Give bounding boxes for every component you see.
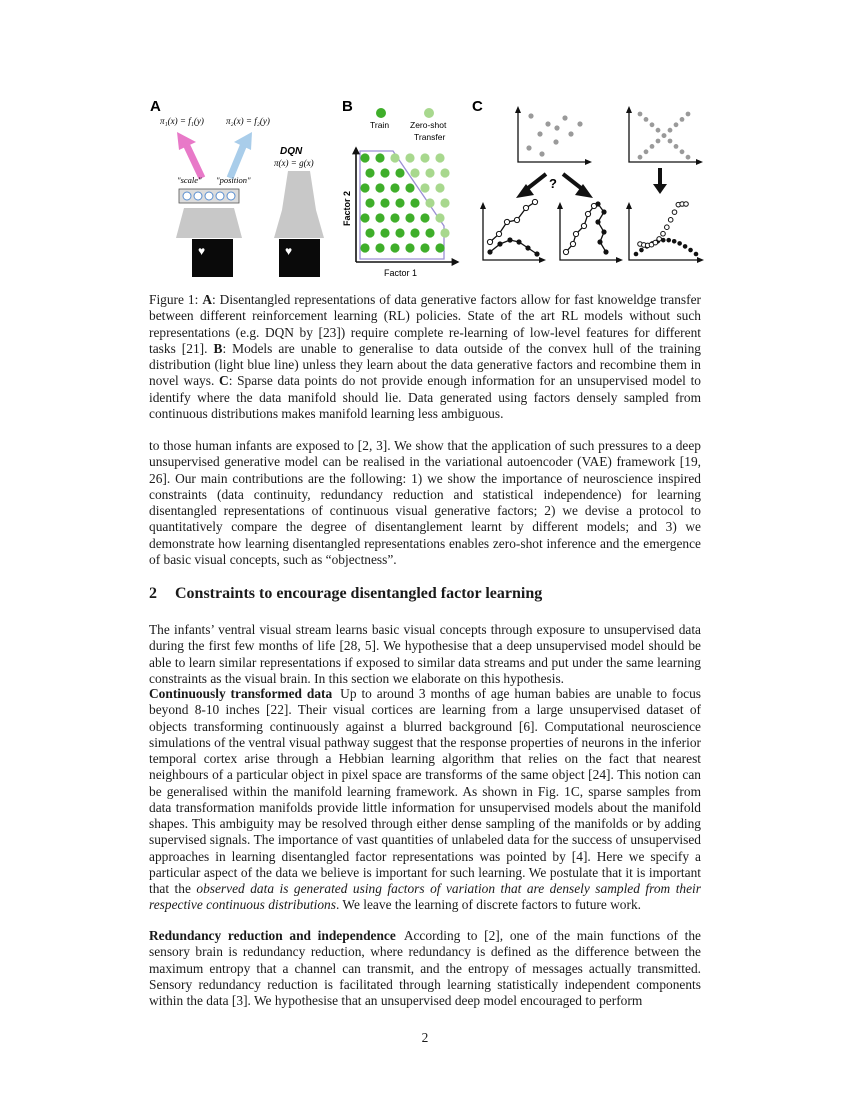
filled-point [601,209,606,214]
zero-shot-point [435,153,444,162]
section-heading [149,585,701,603]
train-point [375,243,384,252]
zero-shot-point [440,228,449,237]
dense-point [680,149,685,154]
dense-point [686,155,691,160]
filled-point [595,201,600,206]
dqn-label: DQN [280,146,303,157]
train-point [390,213,399,222]
ambiguous-arrows [516,174,593,198]
legend-zero-shot-label-1: Zero-shot [410,120,447,130]
filled-point [507,237,512,242]
sparse-point [553,139,558,144]
dense-filled-point [634,252,639,257]
panel-a-label: A [150,98,161,115]
redundancy-heading: Redundancy reduction and independence [149,928,396,943]
train-point [380,228,389,237]
open-point [504,219,509,224]
train-point [405,243,414,252]
dense-point [686,112,691,117]
dense-open-point [684,202,689,207]
dense-point [644,117,649,122]
zero-shot-point [435,183,444,192]
dense-point [680,117,685,122]
dense-open-point [653,240,658,245]
section-intro-paragraph: The infants’ ventral visual stream learns basic visual concepts through exposure to unsupervised data during the first few months of life [28, 5]. We hypothesise that a deep unsupervised model should be able to learn similar representations if exposed to similar data streams and put under the same learning constraints as the visual brain. In this section we elaborate on this hypothesis. [149,622,701,686]
latent-units [179,189,239,203]
dense-point [662,133,667,138]
sparse-point [562,115,567,120]
filled-point [534,251,539,256]
dense-open-point [668,218,673,223]
filled-point [487,249,492,254]
open-point [563,249,568,254]
panel-b [342,98,458,278]
train-point [395,168,404,177]
intro-paragraph: to those human infants are exposed to [2, 3]. We show that the application of such pressures to a deep unsupervised generative model can be realised in the variational autoencoder (VAE) framework [19, 26]. Our main contributions are the following: 1) we show the importance of neuroscience inspired constraints (data continuity, redundancy reduction and statistical independence) for learning disentangled representations of continuous visual generative factors; 2) we devise a protocol to quantitatively compare the degree of disentanglement learnt by different models; and 3) we demonstrate how learning disentangled representations enables zero-shot inference and the emergence of basic visual concepts, such as “objectness”. [149,438,701,567]
panel-c [472,98,704,263]
caption-c-text: : Sparse data points do not provide enough information for an unsupervised model to identify where the data manifold should lie. Data generated using factors densely sampled from continuous distributions makes manifold learning less ambiguous. [149,373,701,421]
open-point [514,217,519,222]
open-point [532,199,537,204]
dense-filled-point [683,244,688,249]
dense-filled-point [666,238,671,243]
caption-b-text: : Models are unable to generalise to data outside of the convex hull of the training distribution (light blue line) unless they learn about the data generative factors and recombine them in novel ways. [149,340,701,389]
caption-a-label: A [202,292,212,307]
caption-prefix: Figure 1: [149,292,203,307]
caption-a-text: : Disentangled representations of data generative factors allow for fast knoweldge transfer between different reinforcement learning (RL) policies. State of the art RL models without such representations (e.g. DQN by [23]) require complete re-learning of low-level features for different tasks [21]. [149,292,701,356]
policy-2-formula: π₂(x) = f₂(y) [226,116,270,126]
continuous-italic: observed data is generated using factors of variation that are densely sampled from their respective continuous distributions [149,881,701,913]
continuous-data-paragraph [149,686,701,914]
panel-c-label: C [472,98,483,115]
train-point [360,183,369,192]
dense-point [656,139,661,144]
dense-filled-point [688,248,693,253]
train-point [395,228,404,237]
train-point [360,243,369,252]
legend-zero-shot-marker [424,108,434,118]
dense-open-point [657,237,662,242]
filled-point [603,249,608,254]
scale-label: "scale" [177,175,202,185]
dense-point [674,122,679,127]
caption-b-label: B [213,340,223,356]
open-point [585,211,590,216]
train-point [395,198,404,207]
sparse-point [537,131,542,136]
filled-point [525,245,530,250]
train-point [420,243,429,252]
dense-open-point [665,225,670,230]
dense-point [638,112,643,117]
continuous-text-2: . We leave the learning of discrete factors to future work. [335,897,642,913]
train-point [375,153,384,162]
dense-point [656,128,661,133]
train-point [365,198,374,207]
factor-2-label: Factor 2 [342,190,352,226]
dense-point [650,144,655,149]
zero-shot-point [440,198,449,207]
train-point [425,228,434,237]
pink-arrow [177,132,202,178]
open-point [496,231,501,236]
continuous-text-1: Up to around 3 months of age human babies are unable to focus beyond 8-10 inches [22]. Their visual cortices are learning from a large unsupervised dataset of objects transforming continuously against a blurred background [6]. Computational neuroscience simulations of the ventral visual pathway suggest that the response properties of neurons in the inferior temporal cortex arise through a Hebbian learning algorithm that relies on the fact that nearest neighbours of a particular object in pixel space are transforms of the same object [24]. This notion can be generalised within the manifold learning framework. As shown in Fig. 1C, sparse samples from data transformation manifolds provide little information for unsupervised models about the manifold shapes. This ambiguity may be resolved through either dense sampling of the manifolds or by adding supervised signals. The importance of vast quantities of unlabeled data for the success of unsupervised approaches in learning disentangled factor representations was pointed by [4]. Here we specify a particular aspect of the data we believe is important for such learning. We postulate that it is important that the [149,686,701,896]
dqn-formula: π(x) = g(x) [274,158,314,168]
sparse-plot [515,106,592,165]
open-point [487,239,492,244]
dense-point [668,139,673,144]
sparse-point [528,113,533,118]
legend-train-marker [376,108,386,118]
train-point [380,168,389,177]
sparse-point [539,151,544,156]
zero-shot-point [425,198,434,207]
train-point [420,213,429,222]
question-mark: ? [549,176,557,191]
factor-1-label: Factor 1 [384,268,418,278]
heart-icon-dqn: ♥ [285,244,293,258]
train-point [410,228,419,237]
section-title: Constraints to encourage disentangled factor learning [175,585,543,602]
sparse-point [568,131,573,136]
legend-zero-shot-label-2: Transfer [414,132,446,142]
zero-shot-point [410,168,419,177]
page-number: 2 [421,1030,429,1045]
dense-point [668,128,673,133]
dense-open-point [661,231,666,236]
figure-1 [148,96,708,280]
sparse-point [577,121,582,126]
filled-point [497,241,502,246]
train-point [365,168,374,177]
position-label: "position" [216,175,251,185]
figure-caption [149,292,701,422]
legend-train-label: Train [370,120,390,130]
panel-a [150,98,324,277]
zero-shot-point [390,153,399,162]
train-point [390,183,399,192]
encoder-trapezoid [176,208,242,238]
heart-icon: ♥ [198,244,206,258]
zero-shot-point [435,213,444,222]
open-point [523,205,528,210]
dense-open-point [672,210,677,215]
train-point [405,213,414,222]
zero-shot-point [420,153,429,162]
open-point [573,231,578,236]
filled-point [516,239,521,244]
caption-c-label: C [219,373,229,389]
train-point [405,183,414,192]
train-point [360,153,369,162]
zero-shot-point [420,183,429,192]
section-number: 2 [149,585,157,602]
redundancy-text: According to [2], one of the main functions of the sensory brain is redundancy reduction, where redundancy is defined as the difference between the maximum entropy that a channel can transmit, and the entropy of messages actually transmitted. Sensory redundancy reduction is facilitated through learning statistically independent components within the data [3]. We hypothesise that an unsupervised deep model encouraged to perform [149,928,701,1008]
train-point [375,213,384,222]
filled-point [601,229,606,234]
zero-shot-point [440,168,449,177]
zero-shot-point [425,168,434,177]
filled-point [597,239,602,244]
dense-filled-point [672,239,677,244]
open-point [570,241,575,246]
train-point [390,243,399,252]
train-point [435,243,444,252]
train-point [380,198,389,207]
dense-filled-point [677,241,682,246]
policy-1-formula: π₁(x) = f₁(y) [160,116,204,126]
train-point [360,213,369,222]
sparse-point [545,121,550,126]
open-point [581,223,586,228]
dense-point [650,122,655,127]
dqn-network-shape [274,171,324,238]
redundancy-paragraph [149,928,701,1009]
dense-filled-point [694,252,699,257]
blue-arrow [230,132,252,178]
dense-point [674,144,679,149]
dense-filled-point [639,248,644,253]
panel-b-label: B [342,98,353,115]
dense-point [638,155,643,160]
zero-shot-point [405,153,414,162]
continuous-data-heading: Continuously transformed data [149,686,333,701]
dense-point [644,149,649,154]
sparse-point [554,125,559,130]
train-point [365,228,374,237]
filled-point [595,219,600,224]
dense-arrow [653,168,667,194]
sparse-point [526,145,531,150]
train-point [375,183,384,192]
train-point [410,198,419,207]
